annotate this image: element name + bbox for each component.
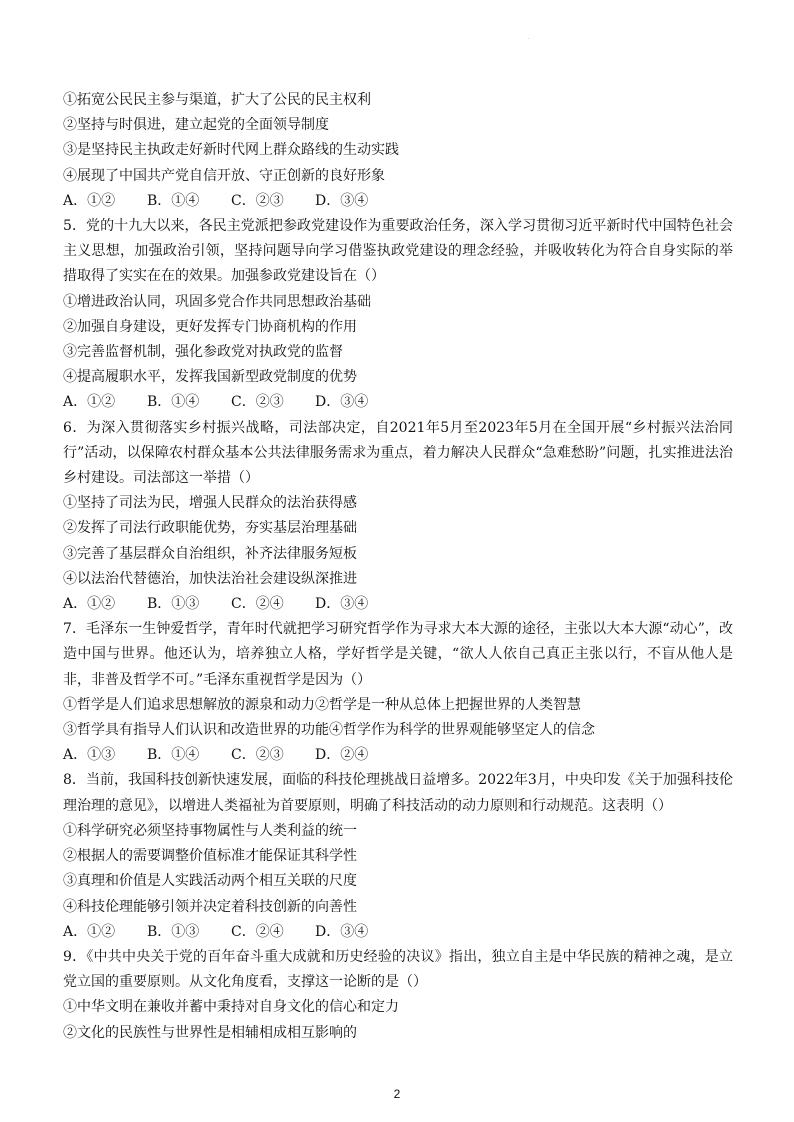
answer-d: D．②④ <box>315 747 369 764</box>
option-line: ①增进政治认同，巩固多党合作共同思想政治基础 <box>63 293 371 310</box>
option-line: ①拓宽公民民主参与渠道，扩大了公民的民主权利 <box>63 92 371 108</box>
answer-choices <box>63 189 733 214</box>
page-number: 2 <box>393 1087 401 1101</box>
answer-choices <box>63 920 733 945</box>
answer-c: C．②③ <box>231 192 284 209</box>
answer-c: C．②④ <box>231 923 284 940</box>
option-line: ②发挥了司法行政职能优势，夯实基层治理基础 <box>63 520 357 537</box>
answer-c: C．②③ <box>231 394 284 411</box>
question-text: 当前，我国科技创新快速发展，面临的科技伦理挑战日益增多。2022年3月，中央印发《关于加强科技伦理治理的意见》，以增进人类福祉为首要原则，明确了科技活动的动力原则和行动规范。这表明（） <box>63 772 733 814</box>
question-number: 9． <box>63 948 87 965</box>
answer-b: B．①④ <box>147 747 200 764</box>
option-line: ③完善了基层群众自治组织，补齐法律服务短板 <box>63 545 357 562</box>
answer-d: D．③④ <box>315 394 369 411</box>
question-block-7 <box>63 617 733 768</box>
answer-a: A．①② <box>63 192 116 209</box>
option-line: ③真理和价值是人实践活动两个相互关联的尺度 <box>63 873 357 890</box>
option-line: ③完善监督机制，强化参政党对执政党的监督 <box>63 344 343 361</box>
option-line: ③哲学具有指导人们认识和改造世界的功能④哲学作为科学的世界观能够坚定人的信念 <box>63 722 595 739</box>
question-number: 8． <box>63 772 86 789</box>
page-top-mark: · <box>527 34 530 43</box>
question-list <box>63 88 733 1046</box>
answer-choices <box>63 390 733 415</box>
option-line: ③是坚持民主执政走好新时代网上群众路线的生动实践 <box>63 142 399 159</box>
question-number: 7． <box>63 621 87 638</box>
question-number: 5． <box>63 218 87 235</box>
answer-b: B．①④ <box>147 192 200 209</box>
answer-b: B．①③ <box>147 596 200 613</box>
answer-choices <box>63 592 733 617</box>
answer-b: B．①④ <box>147 394 200 411</box>
question-stem <box>63 768 733 818</box>
answer-d: D．③④ <box>315 596 369 613</box>
option-line: ②文化的民族性与世界性是相辅相成相互影响的 <box>63 1024 357 1041</box>
option-line: ①哲学是人们追求思想解放的源泉和动力②哲学是一种从总体上把握世界的人类智慧 <box>63 696 581 713</box>
option-line: ④以法治代替德治，加快法治社会建设纵深推进 <box>63 570 357 587</box>
answer-a: A．①③ <box>63 747 116 764</box>
question-text: 毛泽东一生钟爱哲学，青年时代就把学习研究哲学作为寻求大本大源的途径，主张以大本大源“动心”，改造中国与世界。他还认为，培养独立人格，学好哲学是关键，“欲人人依自己真正主张以行，不盲从他人是非，非普及哲学不可。”毛泽东重视哲学是因为（） <box>63 621 733 688</box>
answer-a: A．①② <box>63 923 116 940</box>
option-line: ②坚持与时俱进，建立起党的全面领导制度 <box>63 117 329 134</box>
option-line: ②根据人的需要调整价值标准才能保证其科学性 <box>63 848 357 865</box>
answer-a: A．①② <box>63 596 116 613</box>
question-text: 《中共中央关于党的百年奋斗重大成就和历史经验的决议》指出，独立自主是中华民族的精神之魂，是立党立国的重要原则。从文化角度看，支撑这一论断的是（） <box>63 948 733 991</box>
question-stem <box>63 945 733 995</box>
option-line: ④展现了中国共产党自信开放、守正创新的良好形象 <box>63 167 385 184</box>
answer-d: D．③④ <box>315 192 369 209</box>
question-text: 党的十九大以来，各民主党派把参政党建设作为重要政治任务，深入学习贯彻习近平新时代中国特色社会主义思想，加强政治引领，坚持问题导向学习借鉴执政党建设的理念经验，并吸收转化为符合自身实际的举措取得了实实在在的效果。加强参政党建设旨在（） <box>63 218 733 285</box>
question-block-4-cont <box>63 88 733 214</box>
question-text: 为深入贯彻落实乡村振兴战略，司法部决定，自2021年5月至2023年5月在全国开展“乡村振兴法治同行”活动，以保障农村群众基本公共法律服务需求为重点，着力解决人民群众“急难愁盼”问题，扎实推进法治乡村建设。司法部这一举措（） <box>63 419 733 487</box>
answer-c: C．②③ <box>231 747 284 764</box>
option-line: ①坚持了司法为民，增强人民群众的法治获得感 <box>63 495 357 512</box>
option-line: ④提高履职水平，发挥我国新型政党制度的优势 <box>63 369 357 386</box>
question-stem <box>63 214 733 290</box>
question-block-9 <box>63 945 733 1046</box>
option-line: ④科技伦理能够引领并决定着科技创新的向善性 <box>63 898 357 915</box>
answer-b: B．①③ <box>147 923 200 940</box>
option-line: ②加强自身建设，更好发挥专门协商机构的作用 <box>63 318 357 335</box>
answer-a: A．①② <box>63 394 116 411</box>
question-stem <box>63 416 733 492</box>
question-block-6 <box>63 416 733 618</box>
question-block-8 <box>63 768 733 944</box>
answer-d: D．③④ <box>315 923 369 940</box>
answer-c: C．②④ <box>231 596 284 613</box>
option-line: ①科学研究必须坚持事物属性与人类利益的统一 <box>63 822 357 839</box>
question-block-5 <box>63 214 733 416</box>
answer-choices <box>63 743 733 768</box>
option-line: ①中华文明在兼收并蓄中秉持对自身文化的信心和定力 <box>63 999 399 1016</box>
question-stem <box>63 617 733 693</box>
question-number: 6． <box>63 419 87 436</box>
